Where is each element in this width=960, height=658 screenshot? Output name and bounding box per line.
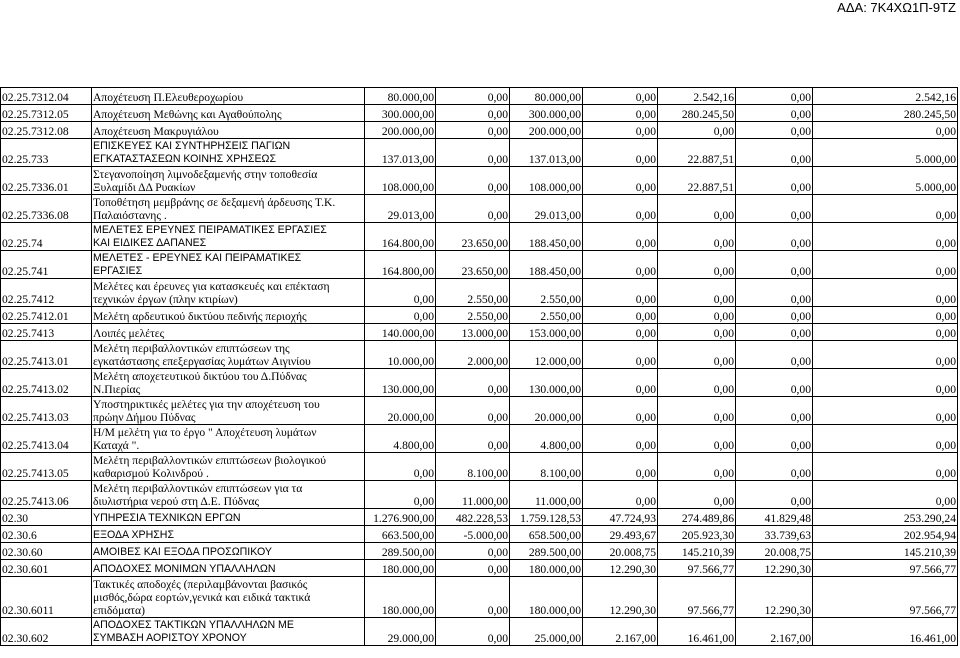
account-description [92, 88, 365, 105]
paid-period-cell: 0,00 [736, 307, 813, 324]
description-line: Μελέτες και έρευνες για κατασκευές και επέκταση [93, 280, 330, 293]
description-line: Μελέτη περιβαλλοντικών επιπτώσεων της [93, 342, 290, 355]
paid-total-cell: 253.290,24 [813, 509, 958, 526]
paid-total-cell: 0,00 [813, 453, 958, 481]
description-line: ΑΜΟΙΒΕΣ ΚΑΙ ΕΞΟΔΑ ΠΡΟΣΩΠΙΚΟΥ [93, 546, 272, 558]
budget-final-cell: 2.550,00 [510, 307, 583, 324]
account-description [92, 341, 365, 369]
committed-period-cell: 0,00 [583, 279, 658, 307]
table-body [1, 88, 958, 646]
committed-period-cell: 0,00 [583, 88, 658, 105]
budget-final-cell: 11.000,00 [510, 481, 583, 509]
paid-period-cell: 0,00 [736, 88, 813, 105]
account-description [92, 105, 365, 122]
table-row [1, 577, 958, 618]
description-line: Αποχέτευση Μακρυγιάλου [93, 125, 219, 138]
budget-final-cell: 8.100,00 [510, 453, 583, 481]
budget-voted-cell: 10.000,00 [365, 341, 436, 369]
account-code: 02.25.7412 [1, 279, 92, 307]
account-code: 02.25.7312.04 [1, 88, 92, 105]
description-line: ΜΕΛΕΤΕΣ - ΕΡΕΥΝΕΣ ΚΑΙ ΠΕΙΡΑΜΑΤΙΚΕΣ [93, 252, 302, 264]
account-code: 02.25.733 [1, 139, 92, 167]
description-line: Υποστηρικτικές μελέτες για την αποχέτευση του [93, 398, 320, 411]
description-line: ΕΡΓΑΣΙΕΣ [93, 265, 143, 277]
budget-final-cell: 20.000,00 [510, 397, 583, 425]
account-description [92, 577, 365, 618]
paid-period-cell: 12.290,30 [736, 577, 813, 618]
budget-final-cell: 130.000,00 [510, 369, 583, 397]
committed-period-cell: 0,00 [583, 307, 658, 324]
account-description [92, 543, 365, 560]
committed-period-cell: 0,00 [583, 481, 658, 509]
committed-total-cell: 280.245,50 [658, 105, 736, 122]
description-line: ΕΞΟΔΑ ΧΡΗΣΗΣ [93, 529, 174, 541]
paid-total-cell: 0,00 [813, 481, 958, 509]
paid-period-cell: 2.167,00 [736, 618, 813, 646]
table-row [1, 223, 958, 251]
budget-voted-cell: 4.800,00 [365, 425, 436, 453]
committed-total-cell: 0,00 [658, 369, 736, 397]
committed-period-cell: 0,00 [583, 369, 658, 397]
paid-period-cell: 0,00 [736, 122, 813, 139]
amendments-cell: -5.000,00 [436, 526, 510, 543]
paid-total-cell: 97.566,77 [813, 560, 958, 577]
table-row [1, 139, 958, 167]
committed-period-cell: 0,00 [583, 397, 658, 425]
committed-period-cell: 0,00 [583, 105, 658, 122]
amendments-cell: 0,00 [436, 543, 510, 560]
paid-period-cell: 20.008,75 [736, 543, 813, 560]
description-line: Λοιπές μελέτες [93, 327, 165, 340]
amendments-cell: 0,00 [436, 139, 510, 167]
amendments-cell: 23.650,00 [436, 223, 510, 251]
budget-final-cell: 12.000,00 [510, 341, 583, 369]
paid-period-cell: 0,00 [736, 481, 813, 509]
budget-voted-cell: 180.000,00 [365, 577, 436, 618]
committed-period-cell: 47.724,93 [583, 509, 658, 526]
amendments-cell: 482.228,53 [436, 509, 510, 526]
paid-total-cell: 0,00 [813, 425, 958, 453]
amendments-cell: 13.000,00 [436, 324, 510, 341]
description-line: ΑΠΟΔΟΧΕΣ ΤΑΚΤΙΚΩΝ ΥΠΑΛΛΗΛΩΝ ΜΕ [93, 619, 294, 631]
description-line: Μελέτη περιβαλλοντικών επιπτώσεων για τα [93, 482, 303, 495]
paid-period-cell: 0,00 [736, 279, 813, 307]
table-row [1, 543, 958, 560]
account-code: 02.25.7312.05 [1, 105, 92, 122]
committed-period-cell: 29.493,67 [583, 526, 658, 543]
amendments-cell: 0,00 [436, 88, 510, 105]
paid-period-cell: 0,00 [736, 167, 813, 195]
description-line: μισθός,δώρα εορτών,γενικά και ειδικά τακτικά [93, 591, 311, 604]
paid-period-cell: 0,00 [736, 324, 813, 341]
paid-total-cell: 0,00 [813, 307, 958, 324]
description-line: καθαρισμού Κολινδρού . [93, 467, 209, 480]
budget-voted-cell: 29.000,00 [365, 618, 436, 646]
budget-final-cell: 2.550,00 [510, 279, 583, 307]
committed-period-cell: 0,00 [583, 425, 658, 453]
budget-voted-cell: 0,00 [365, 279, 436, 307]
description-line: τεχνικών έργων (πλην κτιρίων) [93, 293, 238, 306]
budget-final-cell: 188.450,00 [510, 251, 583, 279]
paid-period-cell: 0,00 [736, 195, 813, 223]
amendments-cell: 0,00 [436, 397, 510, 425]
description-line: Μελέτη αρδευτικού δικτύου πεδινής περιοχής [93, 310, 307, 323]
account-description [92, 139, 365, 167]
budget-final-cell: 180.000,00 [510, 577, 583, 618]
description-line: Στεγανοποίηση λιμνοδεξαμενής στην τοποθεσία [93, 168, 318, 181]
budget-final-cell: 4.800,00 [510, 425, 583, 453]
account-description [92, 560, 365, 577]
table-row [1, 88, 958, 105]
committed-total-cell: 0,00 [658, 195, 736, 223]
budget-voted-cell: 0,00 [365, 307, 436, 324]
table-row [1, 509, 958, 526]
paid-total-cell: 0,00 [813, 122, 958, 139]
committed-period-cell: 0,00 [583, 195, 658, 223]
account-code: 02.25.7312.08 [1, 122, 92, 139]
budget-voted-cell: 108.000,00 [365, 167, 436, 195]
budget-voted-cell: 0,00 [365, 481, 436, 509]
account-code: 02.25.741 [1, 251, 92, 279]
description-line: διυλιστήρια νερού στη Δ.Ε. Πύδνας [93, 495, 260, 508]
account-description [92, 122, 365, 139]
paid-total-cell: 0,00 [813, 324, 958, 341]
description-line: Τακτικές αποδοχές (περιλαμβάνονται βασικός [93, 578, 308, 591]
description-line: Η/Μ μελέτη για το έργο " Αποχέτευση λυμάτων [93, 426, 317, 439]
committed-period-cell: 0,00 [583, 341, 658, 369]
description-line: ΕΓΚΑΤΑΣΤΑΣΕΩΝ ΚΟΙΝΗΣ ΧΡΗΣΕΩΣ [93, 153, 277, 165]
budget-voted-cell: 140.000,00 [365, 324, 436, 341]
amendments-cell: 0,00 [436, 425, 510, 453]
budget-voted-cell: 80.000,00 [365, 88, 436, 105]
description-line: Μελέτη αποχετευτικού δικτύου του Δ.Πύδνας [93, 370, 307, 383]
table-row [1, 341, 958, 369]
paid-period-cell: 41.829,48 [736, 509, 813, 526]
paid-total-cell: 0,00 [813, 195, 958, 223]
budget-final-cell: 80.000,00 [510, 88, 583, 105]
paid-period-cell: 12.290,30 [736, 560, 813, 577]
account-code: 02.25.7413.01 [1, 341, 92, 369]
account-description [92, 481, 365, 509]
committed-total-cell: 0,00 [658, 341, 736, 369]
committed-total-cell: 145.210,39 [658, 543, 736, 560]
paid-period-cell: 0,00 [736, 139, 813, 167]
paid-period-cell: 0,00 [736, 425, 813, 453]
budget-voted-cell: 130.000,00 [365, 369, 436, 397]
budget-voted-cell: 289.500,00 [365, 543, 436, 560]
table-row [1, 481, 958, 509]
budget-voted-cell: 180.000,00 [365, 560, 436, 577]
account-description [92, 167, 365, 195]
committed-total-cell: 97.566,77 [658, 577, 736, 618]
account-description [92, 279, 365, 307]
description-line: ΜΕΛΕΤΕΣ ΕΡΕΥΝΕΣ ΠΕΙΡΑΜΑΤΙΚΕΣ ΕΡΓΑΣΙΕΣ [93, 224, 327, 236]
table-row [1, 618, 958, 646]
table-row [1, 560, 958, 577]
account-description [92, 223, 365, 251]
budget-final-cell: 25.000,00 [510, 618, 583, 646]
account-code: 02.30.60 [1, 543, 92, 560]
committed-total-cell: 2.542,16 [658, 88, 736, 105]
paid-total-cell: 16.461,00 [813, 618, 958, 646]
committed-period-cell: 0,00 [583, 251, 658, 279]
committed-total-cell: 0,00 [658, 453, 736, 481]
account-code: 02.25.7413.04 [1, 425, 92, 453]
account-code: 02.30.602 [1, 618, 92, 646]
table-row [1, 122, 958, 139]
account-description [92, 369, 365, 397]
committed-period-cell: 0,00 [583, 223, 658, 251]
paid-period-cell: 0,00 [736, 369, 813, 397]
account-code: 02.25.7413.03 [1, 397, 92, 425]
amendments-cell: 0,00 [436, 577, 510, 618]
paid-period-cell: 0,00 [736, 105, 813, 122]
paid-period-cell: 0,00 [736, 453, 813, 481]
table-row [1, 425, 958, 453]
budget-voted-cell: 164.800,00 [365, 251, 436, 279]
committed-period-cell: 0,00 [583, 122, 658, 139]
budget-voted-cell: 663.500,00 [365, 526, 436, 543]
ada-header: ΑΔΑ: 7Κ4ΧΩ1Π-9ΤΖ [837, 0, 956, 15]
amendments-cell: 11.000,00 [436, 481, 510, 509]
description-line: Μελέτη περιβαλλοντικών επιπτώσεων βιολογικού [93, 454, 326, 467]
amendments-cell: 0,00 [436, 122, 510, 139]
amendments-cell: 23.650,00 [436, 251, 510, 279]
committed-total-cell: 0,00 [658, 397, 736, 425]
description-line: Ν.Πιερίας [93, 383, 141, 396]
table-row [1, 307, 958, 324]
paid-period-cell: 0,00 [736, 223, 813, 251]
table-row [1, 105, 958, 122]
account-code: 02.25.74 [1, 223, 92, 251]
committed-total-cell: 205.923,30 [658, 526, 736, 543]
description-line: ΑΠΟΔΟΧΕΣ ΜΟΝΙΜΩΝ ΥΠΑΛΛΗΛΩΝ [93, 563, 276, 575]
amendments-cell: 0,00 [436, 369, 510, 397]
table-row [1, 526, 958, 543]
committed-total-cell: 0,00 [658, 481, 736, 509]
table-row [1, 167, 958, 195]
paid-total-cell: 0,00 [813, 279, 958, 307]
account-code: 02.25.7412.01 [1, 307, 92, 324]
account-code: 02.25.7413.02 [1, 369, 92, 397]
committed-total-cell: 0,00 [658, 279, 736, 307]
committed-total-cell: 0,00 [658, 122, 736, 139]
budget-final-cell: 200.000,00 [510, 122, 583, 139]
budget-final-cell: 300.000,00 [510, 105, 583, 122]
paid-total-cell: 5.000,00 [813, 167, 958, 195]
description-line: εγκατάστασης επεξεργασίας λυμάτων Αιγινίου [93, 355, 311, 368]
paid-total-cell: 202.954,94 [813, 526, 958, 543]
budget-final-cell: 289.500,00 [510, 543, 583, 560]
description-line: επιδόματα) [93, 604, 145, 617]
paid-total-cell: 0,00 [813, 251, 958, 279]
paid-total-cell: 280.245,50 [813, 105, 958, 122]
account-code: 02.25.7336.08 [1, 195, 92, 223]
amendments-cell: 0,00 [436, 167, 510, 195]
committed-total-cell: 97.566,77 [658, 560, 736, 577]
table-row [1, 251, 958, 279]
budget-voted-cell: 200.000,00 [365, 122, 436, 139]
paid-total-cell: 2.542,16 [813, 88, 958, 105]
committed-total-cell: 0,00 [658, 251, 736, 279]
description-line: ΣΥΜΒΑΣΗ ΑΟΡΙΣΤΟΥ ΧΡΟΝΟΥ [93, 632, 247, 644]
account-description [92, 453, 365, 481]
table-row [1, 195, 958, 223]
description-line: Αποχέτευση Π.Ελευθεροχωρίου [93, 91, 244, 104]
description-line: Καταχά ". [93, 439, 140, 452]
account-code: 02.30 [1, 509, 92, 526]
budget-voted-cell: 300.000,00 [365, 105, 436, 122]
account-description [92, 618, 365, 646]
account-description [92, 324, 365, 341]
paid-period-cell: 0,00 [736, 251, 813, 279]
amendments-cell: 0,00 [436, 105, 510, 122]
committed-total-cell: 0,00 [658, 324, 736, 341]
budget-final-cell: 108.000,00 [510, 167, 583, 195]
budget-final-cell: 29.013,00 [510, 195, 583, 223]
account-description [92, 307, 365, 324]
committed-total-cell: 22.887,51 [658, 139, 736, 167]
account-code: 02.30.601 [1, 560, 92, 577]
committed-period-cell: 2.167,00 [583, 618, 658, 646]
committed-period-cell: 0,00 [583, 167, 658, 195]
amendments-cell: 0,00 [436, 618, 510, 646]
description-line: ΥΠΗΡΕΣΙΑ ΤΕΧΝΙΚΩΝ ΕΡΓΩΝ [93, 512, 241, 524]
budget-voted-cell: 1.276.900,00 [365, 509, 436, 526]
committed-total-cell: 0,00 [658, 425, 736, 453]
account-code: 02.30.6011 [1, 577, 92, 618]
committed-period-cell: 0,00 [583, 453, 658, 481]
paid-total-cell: 0,00 [813, 223, 958, 251]
account-description [92, 195, 365, 223]
paid-period-cell: 0,00 [736, 397, 813, 425]
account-code: 02.25.7413.05 [1, 453, 92, 481]
description-line: Αποχέτευση Μεθώνης και Αγαθούπολης [93, 108, 282, 121]
account-description [92, 526, 365, 543]
description-line: Τοποθέτηση μεμβράνης σε δεξαμενή άρδευσης Τ.Κ. [93, 196, 336, 209]
budget-voted-cell: 29.013,00 [365, 195, 436, 223]
description-line: Παλαιόστανης . [93, 209, 167, 222]
table-row [1, 397, 958, 425]
budget-voted-cell: 0,00 [365, 453, 436, 481]
account-description [92, 509, 365, 526]
budget-voted-cell: 164.800,00 [365, 223, 436, 251]
committed-total-cell: 22.887,51 [658, 167, 736, 195]
committed-total-cell: 274.489,86 [658, 509, 736, 526]
description-line: πρώην Δήμου Πύδνας [93, 411, 196, 424]
table-row [1, 453, 958, 481]
paid-total-cell: 0,00 [813, 369, 958, 397]
account-code: 02.30.6 [1, 526, 92, 543]
table-row [1, 279, 958, 307]
budget-final-cell: 180.000,00 [510, 560, 583, 577]
description-line: ΚΑΙ ΕΙΔΙΚΕΣ ΔΑΠΑΝΕΣ [93, 237, 207, 249]
budget-table [0, 87, 958, 646]
paid-total-cell: 0,00 [813, 397, 958, 425]
description-line: ΕΠΙΣΚΕΥΕΣ ΚΑΙ ΣΥΝΤΗΡΗΣΕΙΣ ΠΑΓΙΩΝ [93, 140, 291, 152]
committed-period-cell: 20.008,75 [583, 543, 658, 560]
account-code: 02.25.7413 [1, 324, 92, 341]
committed-total-cell: 0,00 [658, 223, 736, 251]
paid-period-cell: 33.739,63 [736, 526, 813, 543]
budget-final-cell: 658.500,00 [510, 526, 583, 543]
budget-final-cell: 188.450,00 [510, 223, 583, 251]
account-code: 02.25.7413.06 [1, 481, 92, 509]
committed-total-cell: 16.461,00 [658, 618, 736, 646]
amendments-cell: 2.550,00 [436, 307, 510, 324]
budget-voted-cell: 137.013,00 [365, 139, 436, 167]
budget-final-cell: 137.013,00 [510, 139, 583, 167]
committed-period-cell: 12.290,30 [583, 560, 658, 577]
account-description [92, 251, 365, 279]
paid-total-cell: 97.566,77 [813, 577, 958, 618]
paid-total-cell: 0,00 [813, 341, 958, 369]
committed-period-cell: 0,00 [583, 324, 658, 341]
amendments-cell: 2.550,00 [436, 279, 510, 307]
account-code: 02.25.7336.01 [1, 167, 92, 195]
committed-period-cell: 0,00 [583, 139, 658, 167]
account-description [92, 425, 365, 453]
budget-voted-cell: 20.000,00 [365, 397, 436, 425]
table-row [1, 369, 958, 397]
description-line: Ξυλαμίδι ΔΔ Ρυακίων [93, 181, 196, 194]
table-row [1, 324, 958, 341]
paid-total-cell: 145.210,39 [813, 543, 958, 560]
account-description [92, 397, 365, 425]
paid-total-cell: 5.000,00 [813, 139, 958, 167]
budget-final-cell: 153.000,00 [510, 324, 583, 341]
amendments-cell: 8.100,00 [436, 453, 510, 481]
amendments-cell: 0,00 [436, 195, 510, 223]
committed-total-cell: 0,00 [658, 307, 736, 324]
paid-period-cell: 0,00 [736, 341, 813, 369]
amendments-cell: 2.000,00 [436, 341, 510, 369]
committed-period-cell: 12.290,30 [583, 577, 658, 618]
budget-final-cell: 1.759.128,53 [510, 509, 583, 526]
amendments-cell: 0,00 [436, 560, 510, 577]
